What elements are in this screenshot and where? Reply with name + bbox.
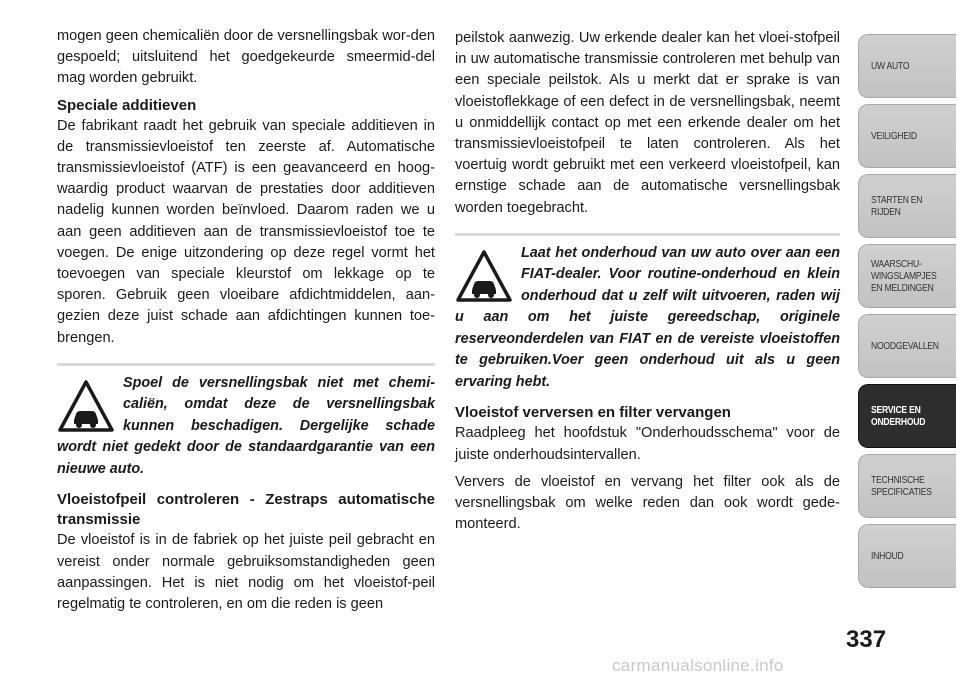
- tab-label: STARTEN EN RIJDEN: [871, 194, 923, 218]
- warning-car-slip-icon: [57, 379, 115, 433]
- paragraph: Raadpleeg het hoofdstuk "Onderhoudsschema" voor de juiste onderhoudsintervallen.: [455, 425, 840, 463]
- tab-noodgevallen[interactable]: [858, 314, 956, 378]
- tab-waarschuwingslampjes[interactable]: [858, 244, 956, 308]
- tab-label: SERVICE EN ONDERHOUD: [871, 404, 926, 428]
- tab-label: TECHNISCHE SPECIFICATIES: [871, 474, 932, 498]
- paragraph: peilstok aanwezig. Uw erkende dealer kan het vloei-stofpeil in uw automatische transmissie controleren met behulp van een speciale peilstok. Als u merkt dat er sprake is van vloeistoflekkage of een defect in de versnellingsbak, neemt u onmiddellijk contact op met een erkende dealer om het transmissievloeistofpeil te laten controleren. Als het voertuig wordt gebruikt met een verkeerd vloeistofpeil, kan ernstige schade aan de automatische versnellingsbak worden toegebracht.: [455, 30, 840, 216]
- tab-technische-specificaties[interactable]: [858, 454, 956, 518]
- warning-box: [57, 363, 435, 481]
- chapter-tabs: [858, 34, 956, 594]
- paragraph: mogen geen chemicaliën door de versnellingsbak wor-den gespoeld; uitsluitend het goedgekeurde smeermid-del mag worden gebruikt.: [57, 28, 435, 87]
- section-heading: Vloeistof verversen en filter vervangen: [455, 404, 731, 422]
- warning-car-slip-icon: [455, 249, 513, 303]
- section-heading: Speciale additieven: [57, 96, 197, 114]
- tab-label: VEILIGHEID: [871, 130, 917, 142]
- warning-text: Laat het onderhoud van uw auto over aan een FIAT-dealer. Voor routine-onderhoud en klein onderhoud dat u zelf wilt uitvoeren, raden wij u aan om het juiste gereedschap, originele reserveonderdelen van FIAT en de vereiste vloeistoffen te gebruiken.Voer geen onderhoud uit als u geen ervaring hebt.: [455, 244, 840, 390]
- tab-label: NOODGEVALLEN: [871, 340, 939, 352]
- paragraph: De vloeistof is in de fabriek op het juiste peil gebracht en vereist onder normale gebruiksomstandigheden geen aanpassingen. Het is niet nodig om het vloeistof-peil regelmatig te controleren, en om die reden is geen: [57, 532, 435, 612]
- tab-service-en-onderhoud[interactable]: [858, 384, 956, 448]
- right-column: [455, 28, 840, 541]
- left-column: [57, 26, 435, 621]
- paragraph: Ververs de vloeistof en vervang het filter ook als de versnellingsbak om welke reden dan ook wordt gede-monteerd.: [455, 473, 840, 533]
- tab-starten-en-rijden[interactable]: [858, 174, 956, 238]
- paragraph: De fabrikant raadt het gebruik van speciale additieven in de transmissievloeistof ten zeerste af. Automatische transmissievloeistof (ATF) is een geavanceerd en hoog-waardig product waarvan de prestaties door additieven nadelig kunnen worden beïnvloed. Daarom raden we u aan geen additieven aan de transmissievloeistof toe te voegen. De enige uitzondering op deze regel vormt het toevoegen van speciale kleurstof om lekkage op te sporen. Gebruik geen vloeibare afdichtmiddelen, aan-gezien deze juist schade aan afdichtingen kunnen toe-brengen.: [57, 117, 435, 346]
- tab-inhoud[interactable]: [858, 524, 956, 588]
- page-number: 337: [846, 626, 887, 653]
- warning-box: [455, 233, 840, 394]
- watermark: carmanualsonline.info: [612, 656, 784, 675]
- tab-veiligheid[interactable]: [858, 104, 956, 168]
- tab-uw-auto[interactable]: [858, 34, 956, 98]
- section-heading: Vloeistofpeil controleren - Zestraps automatische transmissie: [57, 491, 435, 529]
- tab-label: UW AUTO: [871, 60, 910, 72]
- tab-label: INHOUD: [871, 550, 904, 562]
- warning-text: Spoel de versnellingsbak niet met chemi-caliën, omdat deze de versnellingsbak kunnen beschadigen. Dergelijke schade wordt niet gedekt door de standaardgarantie van een nieuwe auto.: [57, 374, 435, 477]
- tab-label: WAARSCHU- WINGSLAMPJES EN MELDINGEN: [871, 258, 937, 294]
